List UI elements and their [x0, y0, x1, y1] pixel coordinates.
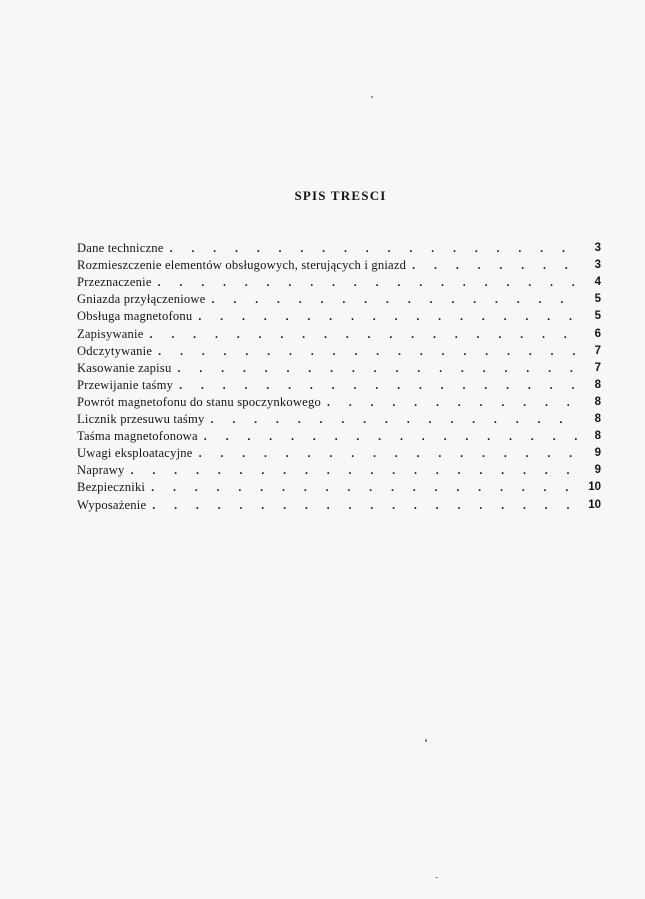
toc-entry-label: Rozmieszczenie elementów obsługowych, sterujących i gniazd: [77, 258, 407, 273]
toc-entry-page-number: 7: [594, 344, 601, 357]
toc-entry-page-number: 10: [588, 481, 601, 494]
dot-leader: [177, 361, 577, 375]
toc-entry-page-number: 3: [594, 242, 601, 255]
toc-entry-page-number: 5: [594, 293, 601, 306]
dot-leader: [151, 480, 577, 494]
toc-entry-uwagi: [77, 443, 601, 460]
toc-entry-label: Zapisywanie: [77, 326, 144, 341]
dot-leader: [158, 275, 577, 289]
toc-entry-zapisywanie: [77, 323, 601, 340]
toc-entry-dane-techniczne: [77, 238, 601, 255]
toc-entry-rozmieszczenie: [77, 255, 601, 272]
dot-leader: [412, 258, 577, 272]
toc-entry-odczytywanie: [77, 341, 601, 358]
toc-entry-label: Bezpieczniki: [77, 480, 146, 495]
page-title: SPIS TRESCI: [294, 188, 387, 203]
dot-leader: [327, 395, 577, 409]
dot-leader: [170, 241, 577, 255]
toc-entry-naprawy: [77, 460, 601, 477]
toc-entry-page-number: 8: [594, 430, 601, 443]
toc-entry-page-number: 7: [594, 361, 601, 374]
toc-entry-przeznaczenie: [77, 272, 601, 289]
scan-speck: [425, 739, 427, 742]
toc-entry-page-number: 5: [594, 310, 601, 323]
toc-entry-label: Odczytywanie: [77, 343, 153, 358]
toc-entry-powrot: [77, 392, 601, 409]
toc-entry-kasowanie: [77, 358, 601, 375]
dot-leader: [158, 344, 577, 358]
toc-entry-page-number: 4: [594, 276, 601, 289]
toc-entry-gniazda: [77, 289, 601, 306]
toc-entry-page-number: 9: [594, 464, 601, 477]
toc-entry-page-number: 6: [594, 327, 601, 340]
table-of-contents: [77, 238, 601, 512]
dot-leader: [198, 309, 577, 323]
scan-speck: [371, 96, 373, 98]
toc-entry-przewijanie: [77, 375, 601, 392]
toc-entry-bezpieczniki: [77, 477, 601, 494]
toc-entry-label: Przeznaczenie: [77, 275, 152, 290]
toc-entry-label: Licznik przesuwu taśmy: [77, 412, 205, 427]
toc-entry-licznik: [77, 409, 601, 426]
toc-entry-label: Obsługa magnetofonu: [77, 309, 193, 324]
dot-leader: [152, 498, 577, 512]
toc-entry-page-number: 3: [594, 259, 601, 272]
dot-leader: [199, 446, 577, 460]
dot-leader: [212, 292, 577, 306]
toc-entry-tasma: [77, 426, 601, 443]
toc-entry-page-number: 8: [594, 413, 601, 426]
toc-entry-label: Wyposażenie: [77, 497, 147, 512]
dot-leader: [204, 429, 577, 443]
scan-speck: [435, 877, 438, 878]
toc-entry-label: Taśma magnetofonowa: [77, 429, 198, 444]
toc-entry-label: Przewijanie taśmy: [77, 377, 174, 392]
dot-leader: [150, 327, 577, 341]
toc-entry-label: Powrót magnetofonu do stanu spoczynkowego: [77, 394, 321, 409]
toc-entry-obsluga: [77, 306, 601, 323]
toc-entry-page-number: 9: [594, 447, 601, 460]
toc-entry-label: Naprawy: [77, 463, 125, 478]
toc-entry-page-number: 8: [594, 395, 601, 408]
dot-leader: [179, 378, 577, 392]
dot-leader: [131, 463, 577, 477]
toc-entry-label: Dane techniczne: [77, 241, 164, 256]
toc-entry-wyposazenie: [77, 494, 601, 511]
toc-entry-page-number: 8: [594, 378, 601, 391]
toc-entry-page-number: 10: [588, 498, 601, 511]
toc-entry-label: Kasowanie zapisu: [77, 360, 172, 375]
toc-entry-label: Gniazda przyłączeniowe: [77, 292, 206, 307]
toc-entry-label: Uwagi eksploatacyjne: [77, 446, 193, 461]
dot-leader: [211, 412, 577, 426]
